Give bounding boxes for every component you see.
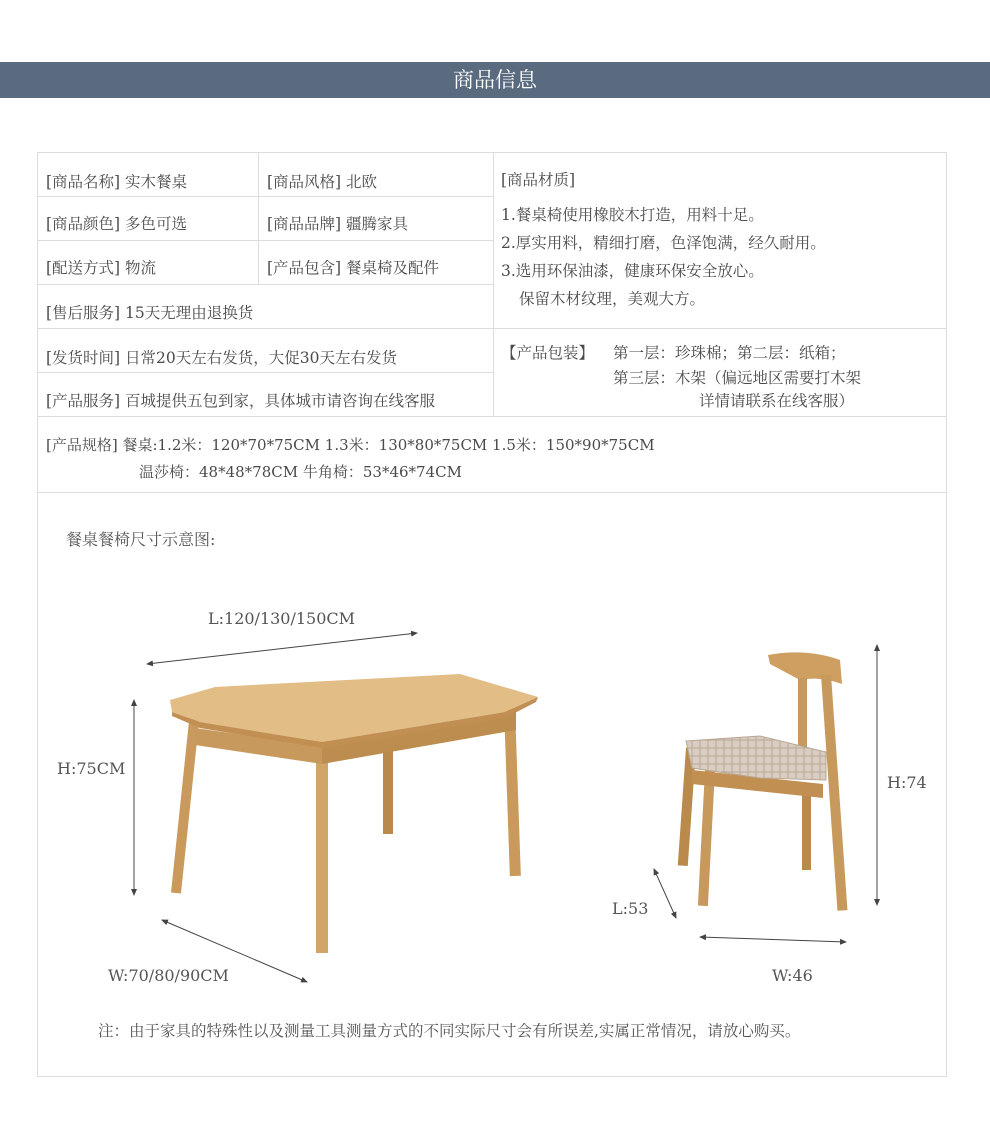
product-spec: 温莎椅：48*48*78CM 牛角椅：53*46*74CM bbox=[139, 463, 462, 481]
product-color: [商品颜色] 多色可选 bbox=[46, 215, 188, 233]
after-sales-service: [售后服务] 15天无理由退换货 bbox=[46, 304, 254, 322]
packaging-title: 【产品包装】 bbox=[501, 344, 595, 362]
shipping-time: [发货时间] 日常20天左右发货，大促30天左右发货 bbox=[46, 349, 397, 367]
dining-table-illustration bbox=[170, 674, 538, 953]
chair-height-label: H:74 bbox=[887, 773, 927, 792]
material-line: 保留木材纹理，美观大方。 bbox=[519, 290, 706, 308]
product-service: [产品服务] 百城提供五包到家，具体城市请咨询在线客服 bbox=[46, 392, 436, 410]
disclaimer-note: 注：由于家具的特殊性以及测量工具测量方式的不同实际尺寸会有所误差,实属正常情况，请放心购买。 bbox=[98, 1022, 801, 1040]
product-style: [商品风格] 北欧 bbox=[267, 173, 378, 191]
material-line: 2.厚实用料，精细打磨，色泽饱满，经久耐用。 bbox=[501, 234, 826, 252]
product-spec: [产品规格] 餐桌:1.2米：120*70*75CM 1.3米：130*80*75CM 1.5米：150*90*75CM bbox=[46, 436, 655, 454]
material-line: 3.选用环保油漆，健康环保安全放心。 bbox=[501, 262, 764, 280]
table-width-label: W:70/80/90CM bbox=[108, 966, 229, 985]
product-brand: [商品品牌] 疆腾家具 bbox=[267, 215, 409, 233]
package-includes: [产品包含] 餐桌椅及配件 bbox=[267, 259, 440, 277]
packaging-line: 第一层：珍珠棉；第二层：纸箱； bbox=[613, 344, 846, 362]
packaging-line: 第三层：木架（偏远地区需要打木架 bbox=[613, 369, 862, 387]
section-title: 商品信息 bbox=[453, 68, 537, 92]
table-height-label: H:75CM bbox=[57, 759, 126, 778]
product-name: [商品名称] 实木餐桌 bbox=[46, 173, 188, 191]
table-length-label: L:120/130/150CM bbox=[208, 609, 356, 628]
material-line: 1.餐桌椅使用橡胶木打造，用料十足。 bbox=[501, 206, 764, 224]
material-title: [商品材质] bbox=[501, 171, 576, 189]
chair-length-label: L:53 bbox=[612, 899, 649, 918]
chair-width-label: W:46 bbox=[772, 966, 813, 985]
packaging-line: 详情请联系在线客服） bbox=[699, 392, 855, 410]
delivery-method: [配送方式] 物流 bbox=[46, 259, 157, 277]
chair-illustration bbox=[678, 652, 848, 910]
diagram-title: 餐桌餐椅尺寸示意图: bbox=[66, 530, 216, 549]
